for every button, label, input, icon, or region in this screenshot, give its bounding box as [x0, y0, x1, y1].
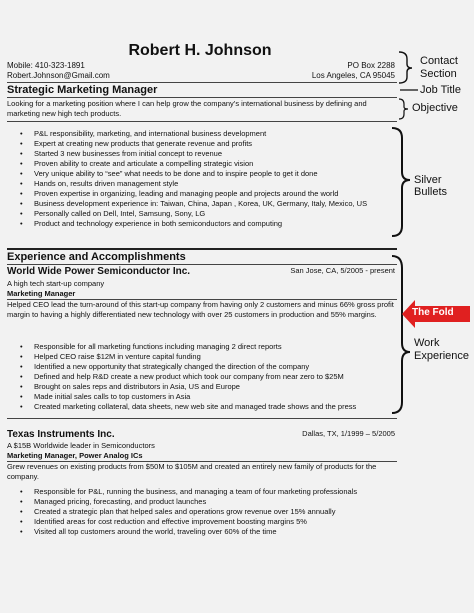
bullet-item: • P&L responsibility, marketing, and international business development: [18, 129, 367, 139]
company-name: World Wide Power Semiconductor Inc.: [7, 266, 191, 277]
bullet-item: • Brought on sales reps and distributors in Asia, US and Europe: [18, 382, 356, 392]
position-title: Marketing Manager, Power Analog ICs: [7, 451, 143, 460]
annotation-silver-bullets: Silver Bullets: [414, 174, 448, 198]
bullet-item: • Expert at creating new products that generate revenue and profits: [18, 139, 367, 149]
address-line-2: Los Angeles, CA 95045: [311, 71, 395, 80]
annotation-work-experience: Work Experience: [414, 337, 470, 362]
bullet-item: • Helped CEO raise $12M in venture capital funding: [18, 352, 356, 362]
mobile-number: Mobile: 410-323-1891: [7, 61, 85, 70]
candidate-name: Robert H. Johnson: [128, 42, 272, 59]
company-description: A $15B Worldwide leader in Semiconductors: [7, 441, 155, 450]
bullet-item: • Proven ability to create and articulate a compelling strategic vision: [18, 159, 367, 169]
bullet-item: • Identified areas for cost reduction and effective improvement boosting margins 5%: [18, 517, 357, 527]
objective-brace: [399, 99, 408, 119]
bullet-item: • Made initial sales calls to top customers in Asia: [18, 392, 356, 402]
work-experience-brace: [392, 256, 410, 413]
company-description: A high tech start-up company: [7, 279, 105, 288]
job-location-dates: San Jose, CA, 5/2005 - present: [290, 266, 395, 275]
bullet-item: • Created a strategic plan that helped sales and operations grow revenue over 15% annually: [18, 507, 357, 517]
objective-text: Looking for a marketing position where I can help grow the company’s international business by defining and marketing new high tech products.: [7, 99, 367, 118]
bullet-item: • Started 3 new businesses from initial concept to revenue: [18, 149, 367, 159]
bullet-item: • Hands on, results driven management style: [18, 179, 367, 189]
contact-brace: [399, 52, 412, 83]
annotation-job-title: Job Title: [420, 84, 461, 96]
annotation-the-fold: The Fold: [412, 307, 454, 318]
bullet-item: • Visited all top customers around the world, traveling over 60% of the time: [18, 527, 357, 537]
bullet-item: • Personally called on Dell, Intel, Samsung, Sony, LG: [18, 209, 367, 219]
bullet-item: • Very unique ability to “see” what needs to be done and to inspire people to get it done: [18, 169, 367, 179]
bullet-item: • Responsible for P&L, running the business, and managing a team of four marketing professionals: [18, 487, 357, 497]
bullet-item: • Business development experience in: Taiwan, China, Japan , Korea, UK, Germany, Italy, Mexico, US: [18, 199, 367, 209]
bullet-item: • Managed pricing, forecasting, and product launches: [18, 497, 357, 507]
annotation-contact-section: Contact Section: [420, 55, 458, 80]
bullet-item: • Defined and help R&D create a new product which took our company from near zero to $25M: [18, 372, 356, 382]
job-title: Strategic Marketing Manager: [7, 84, 158, 96]
annotation-objective: Objective: [412, 102, 458, 114]
bullet-item: • Identified a new opportunity that strategically changed the direction of the company: [18, 362, 356, 372]
bullet-item: • Created marketing collateral, data sheets, new web site and managed trade shows and the press: [18, 402, 356, 412]
address-line-1: PO Box 2288: [347, 61, 395, 70]
job-summary: Grew revenues on existing products from $50M to $105M and created an entirely new family of products for the company.: [7, 462, 377, 481]
bullet-item: • Responsible for all marketing functions including managing 2 direct reports: [18, 342, 356, 352]
company-name: Texas Instruments Inc.: [7, 429, 115, 440]
silver-bullets-brace: [392, 128, 410, 236]
position-title: Marketing Manager: [7, 289, 76, 298]
email-address: Robert.Johnson@Gmail.com: [7, 71, 110, 80]
bullet-item: • Proven expertise in organizing, leading and managing people and projects around the world: [18, 189, 367, 199]
job-summary: Helped CEO lead the turn-around of this start-up company from having only 2 customers and minus 66% gross profit margin to having a highly differentiated new technology with over 25 customers in production and 55% margins.: [7, 300, 394, 319]
bullet-item: • Product and technology experience in both semiconductors and computing: [18, 219, 367, 229]
job-location-dates: Dallas, TX, 1/1999 – 5/2005: [302, 429, 395, 438]
experience-heading: Experience and Accomplishments: [7, 251, 186, 263]
